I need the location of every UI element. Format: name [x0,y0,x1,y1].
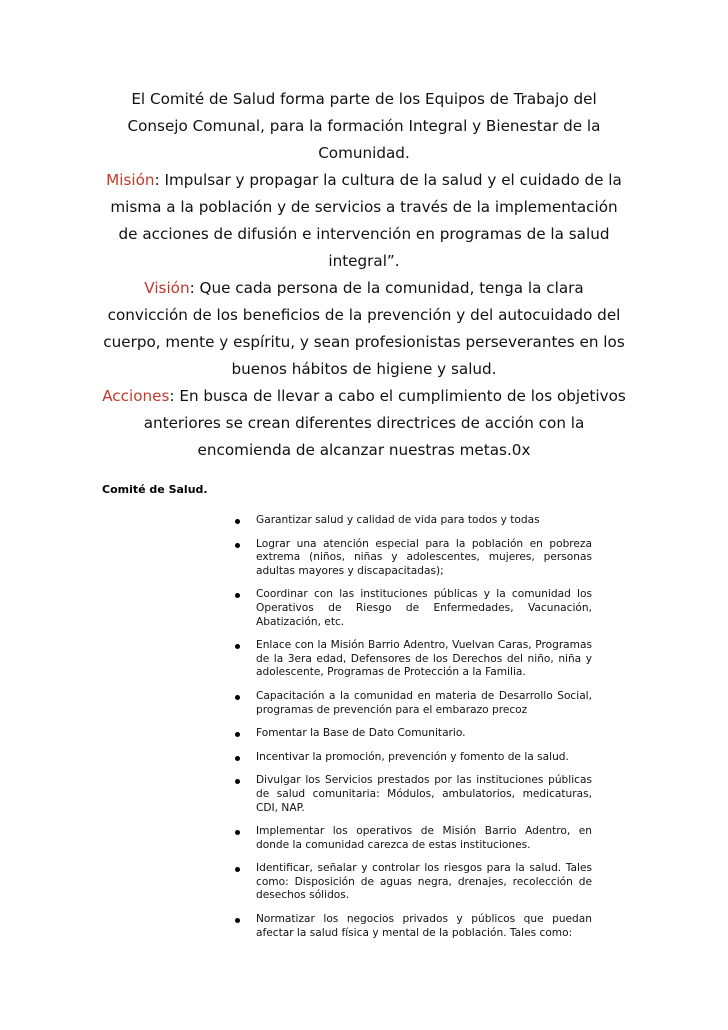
bullet-icon [235,695,240,700]
bullet-icon [235,593,240,598]
vision-text: : Que cada persona de la comunidad, tenga la clara convicción de los beneficios de la prevención y del autocuidado del cuerpo, mente y espíritu, y sean profesionistas perseverantes en los buenos hábitos de higiene y salud. [103,279,625,378]
mision-label: Misión [106,171,155,189]
list-item [232,727,592,741]
comite-list [232,514,592,950]
list-item-text: Garantizar salud y calidad de vida para todos y todas [256,514,540,526]
list-item [232,913,592,940]
list-item-text: Implementar los operativos de Misión Barrio Adentro, en donde la comunidad carezca de estas instituciones. [256,825,592,851]
acciones-text: : En busca de llevar a cabo el cumplimiento de los objetivos anteriores se crean diferentes directrices de acción con la encomienda de alcanzar nuestras metas.0x [143,387,626,459]
list-item [232,639,592,680]
list-item-text: Enlace con la Misión Barrio Adentro, Vuelvan Caras, Programas de la 3era edad, Defensores de los Derechos del niño, niña y adolescente, Programas de Protección a la Familia. [256,639,592,679]
list-item [232,514,592,528]
list-item-text: Capacitación a la comunidad en materia de Desarrollo Social, programas de prevención para el embarazo precoz [256,689,592,716]
list-item [232,774,592,815]
bullet-icon [235,830,240,835]
list-item [232,751,592,765]
vision-paragraph [102,275,626,383]
list-item-text: Incentivar la promoción, prevención y fomento de la salud. [256,750,569,763]
bullet-icon [235,732,240,737]
list-item-text: Coordinar con las instituciones públicas y la comunidad los Operativos de Riesgo de Enfermedades, Vacunación, Abatización, etc. [256,588,592,628]
list-item [232,862,592,903]
list-item [232,825,592,852]
comite-heading: Comité de Salud. [102,483,208,496]
acciones-paragraph [102,383,626,464]
acciones-label: Acciones [102,387,170,405]
list-item-text: Divulgar los Servicios prestados por las instituciones públicas de salud comunitaria: Módulos, ambulatorios, medicaturas, CDI, NAP. [256,774,592,814]
bullet-icon [235,644,240,649]
list-item-text: Identificar, señalar y controlar los riesgos para la salud. Tales como: Disposición de aguas negra, drenajes, recolección de desechos sólidos. [256,862,592,902]
mision-paragraph [102,167,626,275]
list-item-text: Normatizar los negocios privados y públicos que puedan afectar la salud física y mental de la población. Tales como: [256,913,592,939]
bullet-icon [235,867,240,872]
bullet-icon [235,918,240,923]
bullet-icon [235,543,240,548]
bullet-icon [235,779,240,784]
list-item-text: Lograr una atención especial para la población en pobreza extrema (niños, niñas y adolescentes, mujeres, personas adultas mayores y discapacitadas); [256,537,592,577]
list-item-text: Fomentar la Base de Dato Comunitario. [256,727,466,740]
mision-text: : Impulsar y propagar la cultura de la salud y el cuidado de la misma a la población y de servicios a través de la implementación de acciones de difusión e intervención en programas de la salud integral”. [110,171,622,270]
list-item [232,588,592,629]
intro-paragraph [102,86,626,167]
intro-paragraph-text: El Comité de Salud forma parte de los Equipos de Trabajo del Consejo Comunal, para la formación Integral y Bienestar de la Comunidad. [127,90,601,162]
intro-section [102,86,626,464]
bullet-icon [235,519,240,524]
list-item [232,538,592,579]
vision-label: Visión [144,279,190,297]
bullet-icon [235,756,240,761]
list-item [232,690,592,717]
